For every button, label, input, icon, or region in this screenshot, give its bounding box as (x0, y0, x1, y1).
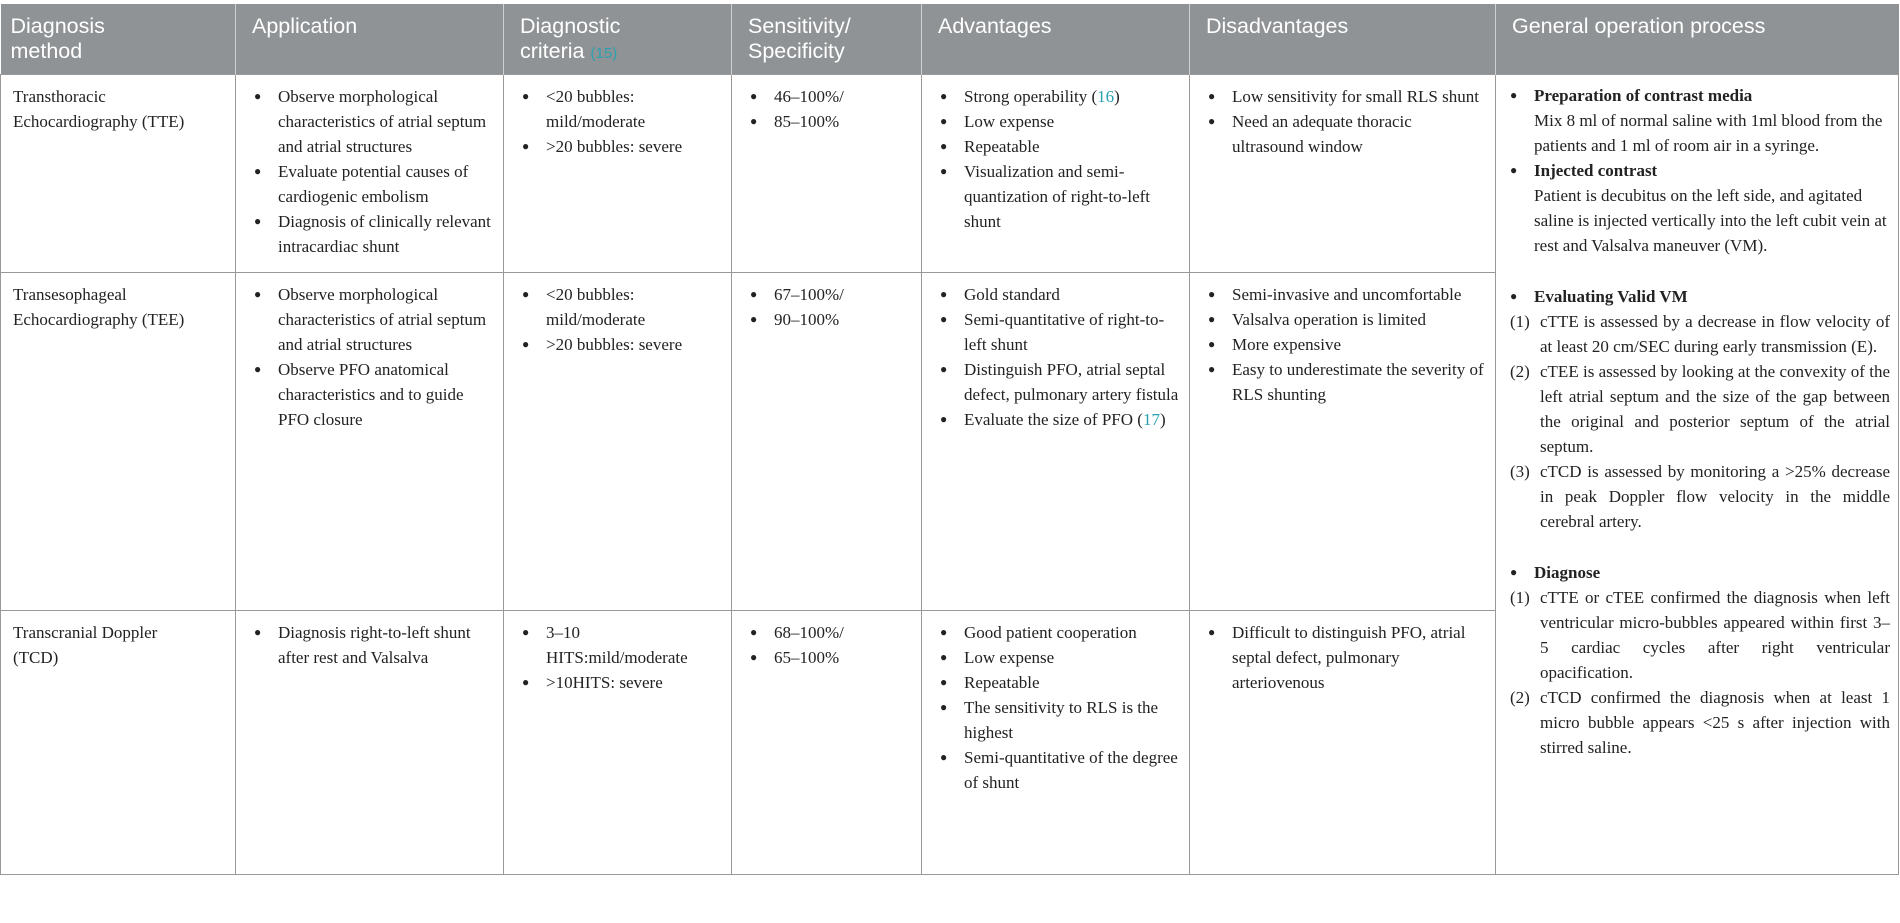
list-item: ● 46–100%/ (750, 84, 911, 109)
citation-link[interactable]: 16 (1097, 87, 1115, 106)
comparison-table-wrapper (0, 4, 1898, 875)
list-item: ● Need an adequate thoracic ultrasound window (1208, 109, 1485, 159)
list-item: (2) cTEE is assessed by looking at the convexity of the left atrial septum and the size of the gap between the original and posterior septum of the atrial septum. (1510, 362, 1890, 456)
list-item: ● 67–100%/ (750, 282, 911, 307)
list-item: ● Good patient cooperation (940, 620, 1179, 645)
header-diagnostic-criteria: Diagnostic criteria (15) (504, 4, 732, 75)
sensitivity-cell (732, 273, 922, 611)
list-item: (1) cTTE is assessed by a decrease in flow velocity of at least 20 cm/SEC during early transmission (E). (1510, 312, 1890, 356)
list-item: ● Semi-quantitative of right-to-left shunt (940, 307, 1179, 357)
list-item: ● >10HITS: severe (522, 670, 721, 695)
advantages-cell (922, 75, 1190, 273)
list-item: ● Repeatable (940, 134, 1179, 159)
criteria-cell (504, 611, 732, 875)
injection-text: Patient is decubitus on the left side, and agitated saline is injected vertically into the left cubit vein at rest and Valsalva maneuver (VM). (1534, 186, 1887, 255)
list-item: ● Distinguish PFO, atrial septal defect, pulmonary artery fistula (940, 357, 1179, 407)
list-item: ● 85–100% (750, 109, 911, 134)
list-item: ● Diagnosis of clinically relevant intracardiac shunt (254, 209, 493, 259)
criteria-cell (504, 75, 732, 273)
diagnosis-comparison-table (0, 4, 1899, 875)
header-sensitivity-specificity: Sensitivity/ Specificity (732, 4, 922, 75)
evaluation-list (1510, 309, 1890, 534)
list-item: ● Easy to underestimate the severity of RLS shunting (1208, 357, 1485, 407)
list-item: ● >20 bubbles: severe (522, 332, 721, 357)
list-item: ● Semi-invasive and uncomfortable (1208, 282, 1485, 307)
method-cell: Transthoracic Echocardiography (TTE) (1, 75, 236, 273)
list-item: ● Observe morphological characteristics of atrial septum and atrial structures (254, 282, 493, 357)
list-item: ● 3–10 HITS:mild/moderate (522, 620, 721, 670)
header-advantages: Advantages (922, 4, 1190, 75)
list-item: ● Observe morphological characteristics of atrial septum and atrial structures (254, 84, 493, 159)
process-section-evaluation: ● Evaluating Valid VM (1510, 284, 1890, 309)
list-item: ● >20 bubbles: severe (522, 134, 721, 159)
disadvantages-cell (1190, 611, 1496, 875)
process-section-diagnose: ● Diagnose (1510, 560, 1890, 585)
preparation-text: Mix 8 ml of normal saline with 1ml blood from the patients and 1 ml of room air in a syringe. (1534, 111, 1883, 155)
list-item: ● Diagnosis right-to-left shunt after rest and Valsalva (254, 620, 493, 670)
list-item: (2) cTCD confirmed the diagnosis when at least 1 micro bubble appears <25 s after injection with stirred saline. (1510, 688, 1890, 757)
header-row (1, 4, 1899, 75)
list-item: ● Semi-quantitative of the degree of shunt (940, 745, 1179, 795)
sensitivity-cell (732, 75, 922, 273)
disadvantages-cell (1190, 75, 1496, 273)
diagnose-list (1510, 585, 1890, 760)
list-item: ● More expensive (1208, 332, 1485, 357)
application-cell (236, 273, 504, 611)
list-item: ● Evaluate the size of PFO (17) (940, 407, 1179, 432)
method-cell: Transesophageal Echocardiography (TEE) (1, 273, 236, 611)
advantages-cell (922, 611, 1190, 875)
header-diagnosis-method: Diagnosis method (1, 4, 236, 75)
list-item: ● Low sensitivity for small RLS shunt (1208, 84, 1485, 109)
application-cell (236, 611, 504, 875)
application-cell (236, 75, 504, 273)
list-item: ● 68–100%/ (750, 620, 911, 645)
table-row-tte (1, 75, 1899, 273)
list-item: (3) cTCD is assessed by monitoring a >25% decrease in peak Doppler flow velocity in the middle cerebral artery. (1510, 462, 1890, 531)
header-disadvantages: Disadvantages (1190, 4, 1496, 75)
header-application: Application (236, 4, 504, 75)
list-item: ● Gold standard (940, 282, 1179, 307)
disadvantages-cell (1190, 273, 1496, 611)
list-item: ● Low expense (940, 645, 1179, 670)
sensitivity-cell (732, 611, 922, 875)
list-item: ● Repeatable (940, 670, 1179, 695)
process-section-preparation: ● Preparation of contrast media (1510, 83, 1890, 108)
list-item: (1) cTTE or cTEE confirmed the diagnosis when left ventricular micro-bubbles appeared within first 3–5 cardiac cycles after right ventricular opacification. (1510, 588, 1890, 682)
list-item: ● Visualization and semi-quantization of right-to-left shunt (940, 159, 1179, 234)
list-item: ● Evaluate potential causes of cardiogenic embolism (254, 159, 493, 209)
list-item: ● 90–100% (750, 307, 911, 332)
list-item: ● Low expense (940, 109, 1179, 134)
list-item: ● <20 bubbles: mild/moderate (522, 84, 721, 134)
list-item: ● The sensitivity to RLS is the highest (940, 695, 1179, 745)
list-item: ● Strong operability (16) (940, 84, 1179, 109)
advantages-cell (922, 273, 1190, 611)
method-cell: Transcranial Doppler (TCD) (1, 611, 236, 875)
list-item: ● <20 bubbles: mild/moderate (522, 282, 721, 332)
criteria-citation-link[interactable]: 15 (595, 45, 613, 62)
criteria-cell (504, 273, 732, 611)
list-item: ● Difficult to distinguish PFO, atrial septal defect, pulmonary arteriovenous (1208, 620, 1485, 695)
list-item: ● Valsalva operation is limited (1208, 307, 1485, 332)
general-operation-process-cell (1496, 75, 1899, 875)
list-item: ● 65–100% (750, 645, 911, 670)
list-item: ● Observe PFO anatomical characteristics and to guide PFO closure (254, 357, 493, 432)
header-general-operation-process: General operation process (1496, 4, 1899, 75)
process-section-injection: ● Injected contrast (1510, 158, 1890, 183)
citation-link[interactable]: 17 (1142, 410, 1160, 429)
